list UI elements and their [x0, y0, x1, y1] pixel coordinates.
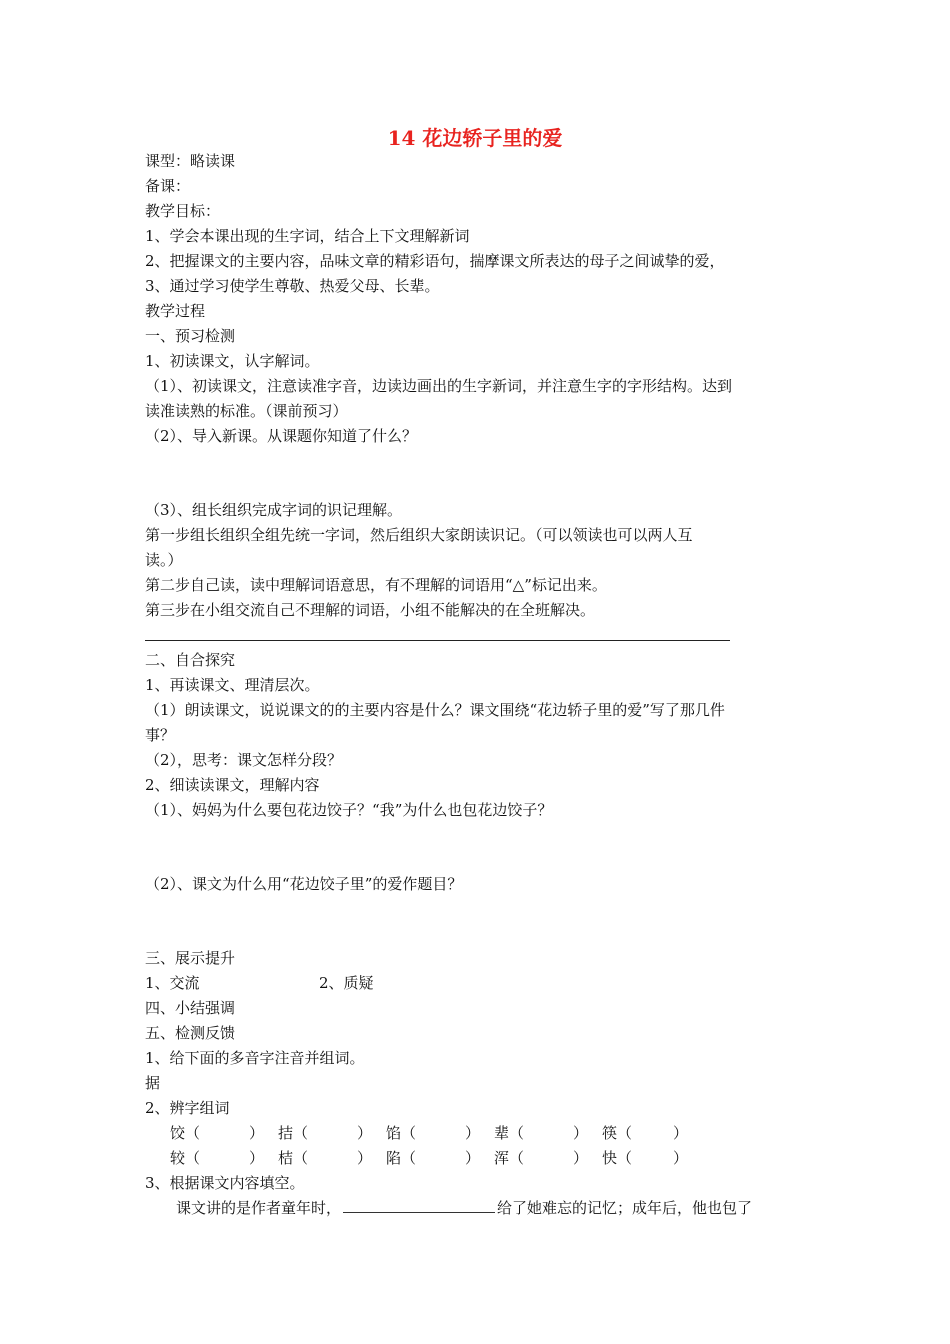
- fill-in-prefix: 课文讲的是作者童年时，: [176, 1199, 342, 1217]
- group-step-1-line1: 第一步组长组织全组先统一字词，然后组织大家朗读识记。（可以领读也可以两人互: [145, 526, 693, 544]
- goal-3: 3、通过学习使学生尊敬、热爱父母、长辈。: [145, 277, 440, 295]
- char-item: 馅（: [386, 1124, 417, 1142]
- exchange-item: 1、交流: [145, 974, 200, 992]
- group-step-2: 第二步自己读，读中理解词语意思，有不理解的词语用“△”标记出来。: [145, 576, 607, 594]
- char-item: 陷（: [386, 1149, 417, 1167]
- lesson-prep: 备课：: [145, 177, 191, 195]
- goal-2: 2、把握课文的主要内容，品味文章的精彩语句，揣摩课文所表达的母子之间诚挚的爱，: [145, 252, 725, 270]
- char-item: 快（: [602, 1149, 633, 1167]
- section-2-heading: 二、自合探究: [145, 651, 236, 669]
- close-paren: ）: [673, 1124, 689, 1142]
- explore-step-2-1: （1）、妈妈为什么要包花边饺子？“我”为什么也包花边饺子？: [145, 801, 553, 819]
- close-paren: ）: [465, 1149, 481, 1167]
- exercise-3: 3、根据课文内容填空。: [145, 1174, 305, 1192]
- group-step-3: 第三步在小组交流自己不理解的词语，小组不能解决的在全班解决。: [145, 601, 596, 619]
- step-1-1-line1: （1）、初读课文，注意读准字音，边读边画出的生字新词，并注意生字的字形结构。达到: [145, 377, 733, 395]
- section-4-heading: 四、小结强调: [145, 999, 236, 1017]
- section-3-heading: 三、展示提升: [145, 949, 236, 967]
- close-paren: ）: [573, 1124, 589, 1142]
- char-item: 筷（: [602, 1124, 633, 1142]
- page-title: 14 花边轿子里的爱: [387, 126, 563, 150]
- explore-step-2-2: （2）、课文为什么用“花边饺子里”的爱作题目？: [145, 875, 463, 893]
- char-item: 较（: [170, 1149, 201, 1167]
- fill-in-sentence: [176, 1196, 752, 1221]
- divider-line: [145, 640, 730, 641]
- group-step-1-line2: 读。）: [145, 551, 183, 569]
- goal-1: 1、学会本课出现的生字词，结合上下文理解新词: [145, 227, 470, 245]
- char-item: 浑（: [494, 1149, 525, 1167]
- explore-step-1: 1、再读课文、理清层次。: [145, 676, 320, 694]
- char-item: 桔（: [278, 1149, 309, 1167]
- teaching-goals-heading: 教学目标：: [145, 202, 221, 220]
- step-1: 1、初读课文，认字解词。: [145, 352, 320, 370]
- close-paren: ）: [465, 1124, 481, 1142]
- close-paren: ）: [249, 1149, 265, 1167]
- char-item: 饺（: [170, 1124, 201, 1142]
- explore-step-1-2: （2），思考：课文怎样分段？: [145, 751, 343, 769]
- section-1-heading: 一、预习检测: [145, 327, 236, 345]
- explore-step-1-1-line2: 事？: [145, 726, 176, 744]
- fill-in-blank[interactable]: [343, 1198, 495, 1213]
- close-paren: ）: [673, 1149, 689, 1167]
- char-item: 辈（: [494, 1124, 525, 1142]
- step-1-3: （3）、组长组织完成字词的识记理解。: [145, 501, 403, 519]
- close-paren: ）: [573, 1149, 589, 1167]
- process-heading: 教学过程: [145, 302, 206, 320]
- char-item: 拮（: [278, 1124, 309, 1142]
- explore-step-1-1-line1: （1）朗读课文，说说课文的的主要内容是什么？课文围绕“花边轿子里的爱”写了那几件: [145, 701, 725, 719]
- explore-step-2: 2、细读读课文，理解内容: [145, 776, 320, 794]
- question-item: 2、质疑: [319, 974, 374, 992]
- lesson-type: 课型：略读课: [145, 152, 236, 170]
- close-paren: ）: [357, 1124, 373, 1142]
- exercise-1: 1、给下面的多音字注音并组词。: [145, 1049, 365, 1067]
- section-5-heading: 五、检测反馈: [145, 1024, 236, 1042]
- exercise-2: 2、辨字组词: [145, 1099, 230, 1117]
- step-1-2: （2）、导入新课。从课题你知道了什么？: [145, 427, 418, 445]
- close-paren: ）: [357, 1149, 373, 1167]
- fill-in-suffix: 给了她难忘的记忆；成年后，他也包了: [497, 1199, 753, 1217]
- close-paren: ）: [249, 1124, 265, 1142]
- polyphone-char: 据: [145, 1074, 161, 1092]
- step-1-1-line2: 读准读熟的标准。（课前预习）: [145, 402, 348, 420]
